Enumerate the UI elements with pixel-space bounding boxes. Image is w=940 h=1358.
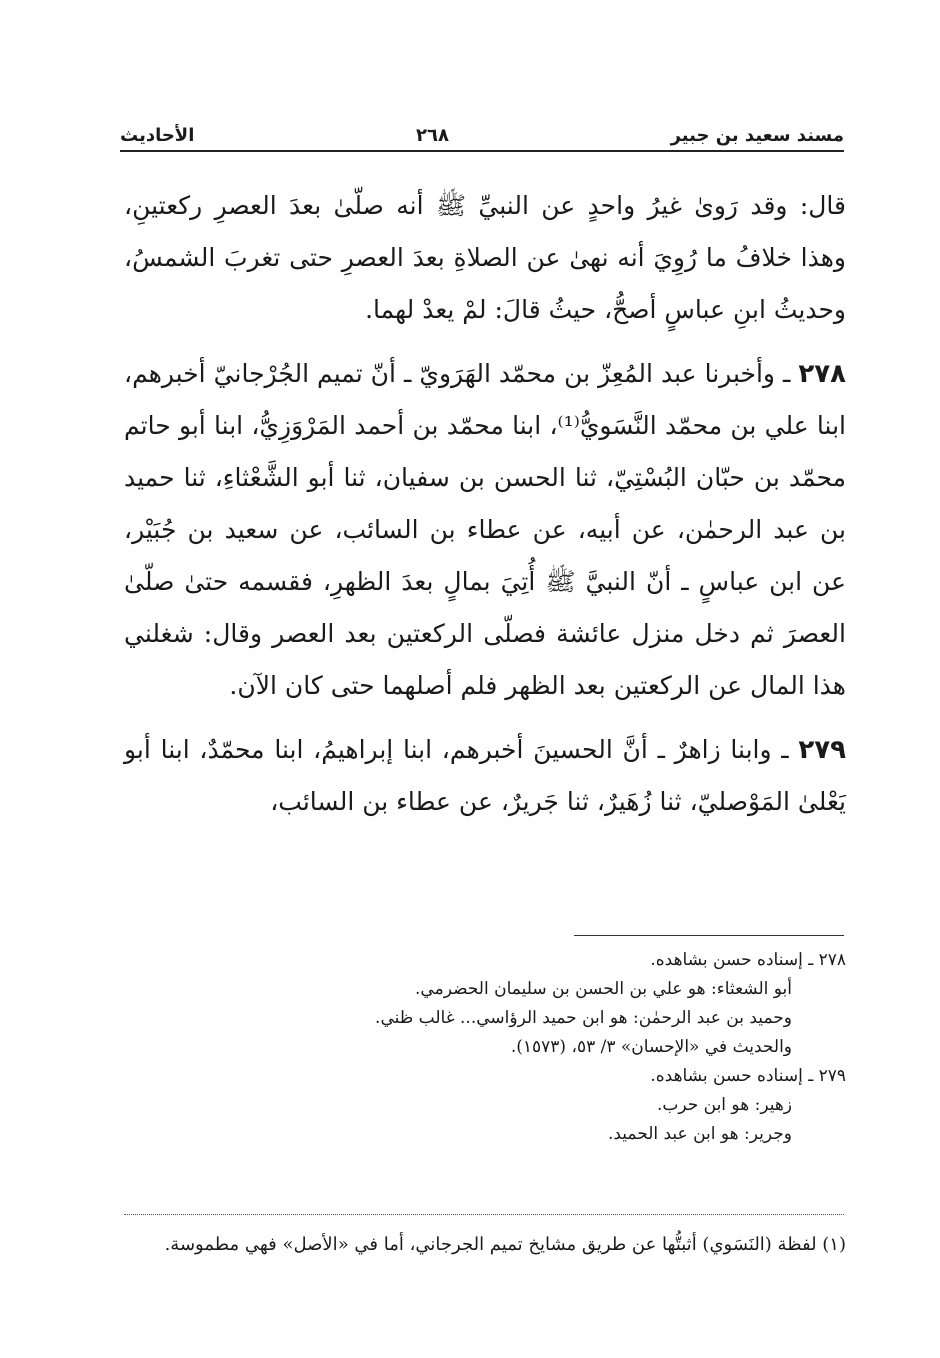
note-278-grade: ٢٧٨ ـ إسناده حسن بشاهده. bbox=[650, 950, 846, 970]
note-278-narrator-1: أبو الشعثاء: هو علي بن الحسن بن سليمان الحضرمي. bbox=[415, 979, 792, 999]
hadith-279 bbox=[124, 724, 846, 828]
commentary-notes bbox=[124, 946, 846, 1149]
note-279-narrator-2: وجرير: هو ابن عبد الحميد. bbox=[607, 1124, 792, 1144]
hadith-number-279: ٢٧٩ bbox=[798, 735, 847, 765]
page-number: ٢٦٨ bbox=[415, 125, 449, 146]
header-section-title: الأحاديث bbox=[120, 125, 195, 146]
footnotes bbox=[124, 1228, 846, 1262]
hadith-number-278: ٢٧٨ bbox=[798, 359, 847, 389]
note-279-grade: ٢٧٩ ـ إسناده حسن بشاهده. bbox=[650, 1066, 846, 1086]
running-header bbox=[120, 112, 844, 146]
note-279-narrator-1: زهير: هو ابن حرب. bbox=[656, 1095, 792, 1115]
hadith-279-text: ـ وابنا زاهرٌ ـ أنَّ الحسينَ أخبرهم، ابنا إبراهيمُ، ابنا محمّدٌ، ابنا أبو يَعْلىٰ المَوْصليّ، ثنا زُهَيرٌ، ثنا جَريرٌ، عن عطاء بن السائب، bbox=[124, 735, 846, 816]
footnote-separator bbox=[124, 1214, 844, 1215]
header-book-title: مسند سعيد بن جبير bbox=[670, 125, 844, 146]
hadith-278-text: ـ وأخبرنا عبد المُعِزّ بن محمّد الهَرَويّ ـ أنّ تميم الجُرْجانيّ أخبرهم، ابنا علي بن محمّد النَّسَويُّ⁽¹⁾، ابنا محمّد بن أحمد المَرْوَزِيُّ، ابنا أبو حاتم محمّد بن حبّان البُسْتِيّ، ثنا الحسن بن سفيان، ثنا أبو الشَّعْثاءِ، ثنا حميد بن عبد الرحمٰن، عن أبيه، عن عطاء بن السائب، عن سعيد بن جُبَيْر، عن ابن عباسٍ ـ أنّ النبيَّ ﷺ أُتِيَ بمالٍ بعدَ الظهرِ، فقسمه حتىٰ صلّىٰ العصرَ ثم دخل منزل عائشة فصلّى الركعتين بعد العصر وقال: شغلني هذا المال عن الركعتين بعد الظهر فلم أصلهما حتى كان الآن. bbox=[124, 359, 846, 700]
footnote-1: (١) لفظة (النَسَوي) أثبتُّها عن طريق مشايخ تميم الجرجاني، أما في «الأصل» فهي مطموسة. bbox=[164, 1234, 846, 1255]
header-rule bbox=[120, 150, 844, 152]
hadith-278 bbox=[124, 348, 846, 712]
paragraph-intro: قال: وقد رَوىٰ غيرُ واحدٍ عن النبيِّ ﷺ أنه صلّىٰ بعدَ العصرِ ركعتينِ، وهذا خلافُ ما رُوِيَ أنه نهىٰ عن الصلاةِ بعدَ العصرِ حتى تغربَ الشمسُ، وحديثُ ابنِ عباسٍ أصحُّ، حيثُ قالَ: لمْ يعدْ لهما. bbox=[124, 191, 846, 324]
notes-separator bbox=[574, 935, 844, 936]
main-text bbox=[124, 180, 846, 828]
note-278-narrator-2: وحميد بن عبد الرحمٰن: هو ابن حميد الرؤاسي... غالب ظني. bbox=[375, 1008, 792, 1028]
note-278-source: والحديث في «الإحسان» ٣/ ٥٣، (١٥٧٣). bbox=[510, 1037, 792, 1057]
